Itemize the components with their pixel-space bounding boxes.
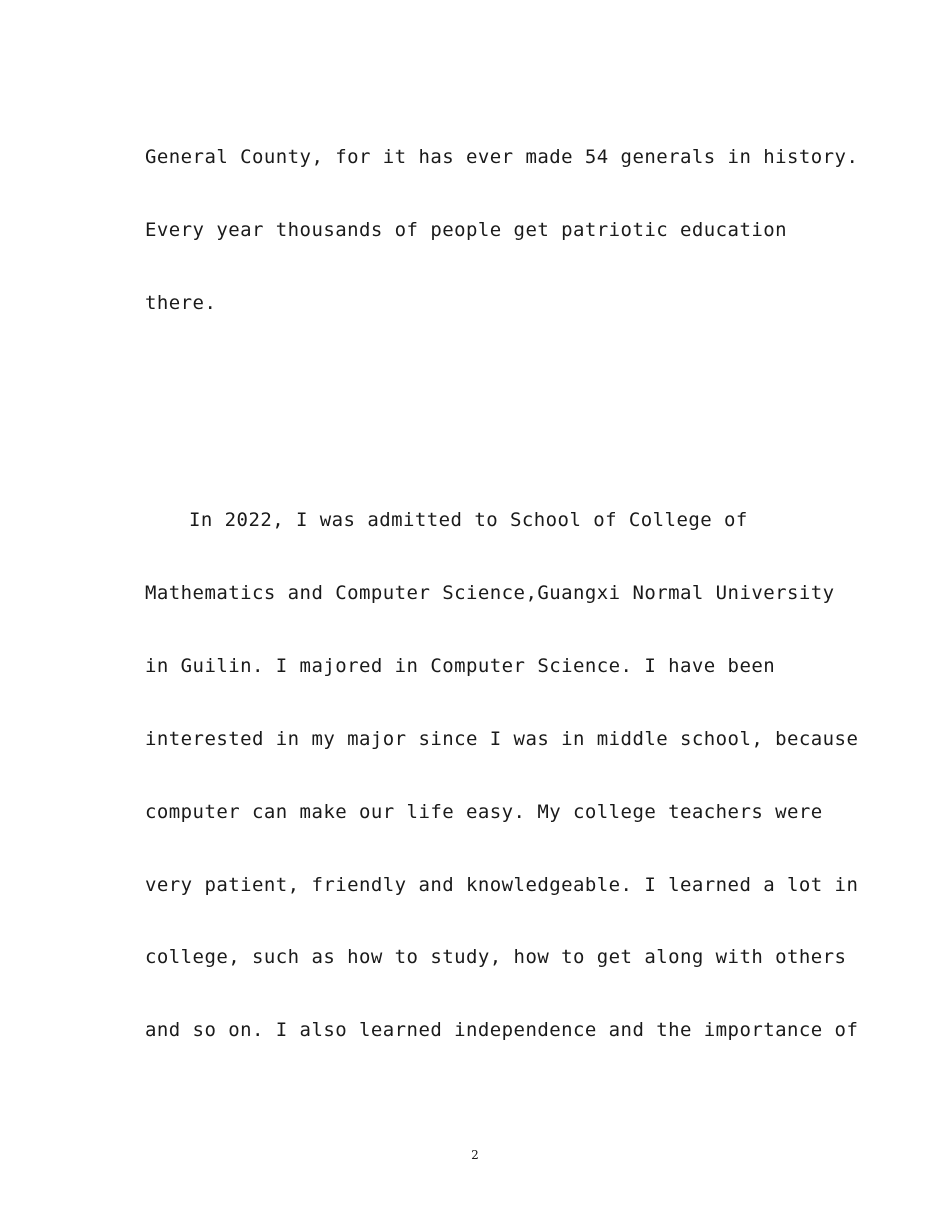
text-line: computer can make our life easy. My college teachers were: [145, 801, 823, 823]
text-line: In 2022, I was admitted to School of College of: [189, 509, 748, 531]
text-line: very patient, friendly and knowledgeable. I learned a lot in: [145, 874, 859, 896]
text-line: General County, for it has ever made 54 generals in history.: [145, 146, 859, 168]
text-line: and so on. I also learned independence and the importance of: [145, 1019, 859, 1041]
text-line: in Guilin. I majored in Computer Science. I have been: [145, 655, 776, 677]
text-line: college, such as how to study, how to get along with others: [145, 946, 847, 968]
text-line: there.: [145, 292, 217, 314]
text-line: interested in my major since I was in middle school, because: [145, 728, 859, 750]
text-line: Mathematics and Computer Science,Guangxi Normal University: [145, 582, 835, 604]
text-line: Every year thousands of people get patriotic education: [145, 219, 788, 241]
page-number: 2: [471, 1148, 479, 1162]
